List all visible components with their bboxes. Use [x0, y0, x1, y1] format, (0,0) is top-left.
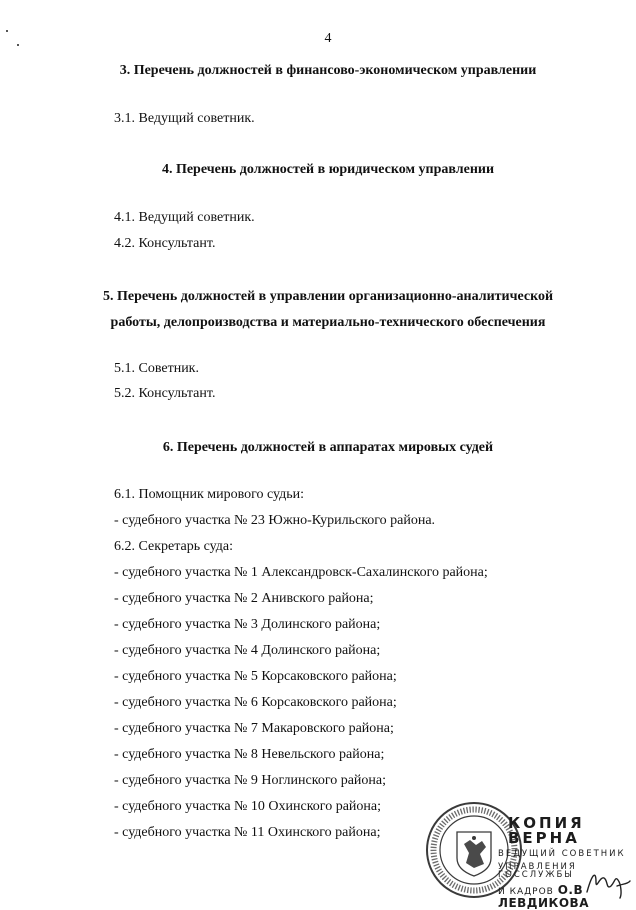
list-item: - судебного участка № 23 Южно-Курильского района.	[114, 513, 436, 528]
list-item: - судебного участка № 7 Макаровского района;	[114, 721, 394, 736]
scan-speck	[17, 44, 19, 46]
list-item: - судебного участка № 5 Корсаковского района;	[114, 669, 397, 684]
page-number: 4	[324, 31, 332, 46]
list-item: - судебного участка № 4 Долинского района;	[114, 643, 381, 658]
list-item: 6.2. Секретарь суда:	[114, 539, 233, 554]
section-heading-4: 4. Перечень должностей в юридическом управлении	[161, 162, 495, 177]
handwritten-signature	[584, 864, 632, 905]
section-heading-6: 6. Перечень должностей в аппаратах мировых судей	[162, 440, 494, 455]
certification-title: КОПИЯ ВЕРНА	[508, 814, 585, 847]
list-item: - судебного участка № 6 Корсаковского района;	[114, 695, 397, 710]
list-item: - судебного участка № 3 Долинского района;	[114, 617, 381, 632]
certification-dept-suffix: И КАДРОВ	[498, 886, 554, 897]
list-item: - судебного участка № 8 Невельского района;	[114, 747, 385, 762]
list-item: - судебного участка № 2 Анивского района;	[114, 591, 374, 606]
list-item: 5.2. Консультант.	[114, 386, 216, 401]
list-item: 4.2. Консультант.	[114, 236, 216, 251]
list-item: 3.1. Ведущий советник.	[114, 111, 255, 126]
signature-icon	[584, 864, 632, 900]
list-item: - судебного участка № 9 Ноглинского района;	[114, 773, 387, 788]
certification-position: ВЕДУЩИЙ СОВЕТНИК	[498, 849, 626, 859]
section-heading-5-line-2: работы, делопроизводства и материально-технического обеспечения	[110, 315, 546, 330]
certification-department: УПРАВЛЕНИЯ ГОССЛУЖБЫ	[498, 861, 577, 880]
list-item: 4.1. Ведущий советник.	[114, 210, 255, 225]
list-item: - судебного участка № 1 Александровск-Сахалинского района;	[114, 565, 488, 580]
section-heading-3: 3. Перечень должностей в финансово-экономическом управлении	[119, 63, 537, 78]
list-item: 6.1. Помощник мирового судьи:	[114, 487, 305, 502]
list-item: - судебного участка № 11 Охинского района;	[114, 825, 381, 840]
list-item: 5.1. Советник.	[114, 361, 199, 376]
certification-name: О.В ЛЕВДИКОВА	[498, 882, 589, 910]
list-item: - судебного участка № 10 Охинского района;	[114, 799, 381, 814]
section-heading-5-line-1: 5. Перечень должностей в управлении организационно-аналитической	[102, 289, 554, 304]
scan-speck	[6, 30, 8, 32]
